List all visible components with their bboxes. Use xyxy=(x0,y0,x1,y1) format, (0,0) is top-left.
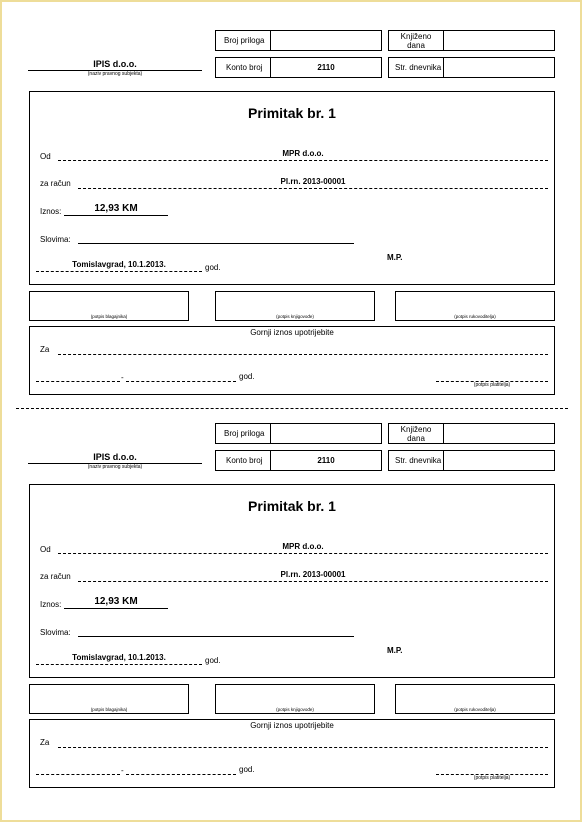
slovima-line xyxy=(78,636,354,637)
konto-value-box xyxy=(270,450,382,471)
dnevnik-label-box xyxy=(388,57,444,78)
slovima-label: Slovima: xyxy=(40,628,71,637)
dnevnik-value-box xyxy=(443,57,555,78)
iznos-line xyxy=(64,608,168,609)
receipt-copy-top xyxy=(0,0,582,400)
date-separator: - xyxy=(121,373,124,382)
za-line xyxy=(58,354,548,355)
date-line-2 xyxy=(126,774,236,775)
racun-value: Pl.rn. 2013-00001 xyxy=(280,570,346,579)
konto-value-box xyxy=(270,57,382,78)
od-value: MPR d.o.o. xyxy=(282,542,324,551)
broj-priloga-value-box xyxy=(270,30,382,51)
racun-value: Pl.rn. 2013-00001 xyxy=(280,177,346,186)
signature-knjigovoda-caption: (potpis knjigovođe) xyxy=(276,707,314,712)
dnevnik-label: Str. dnevnika xyxy=(395,456,442,465)
konto-value: 2110 xyxy=(317,63,335,72)
konto-label: Konto broj xyxy=(226,63,263,72)
usage-title: Gornji iznos upotrijebite xyxy=(250,721,334,730)
usage-title: Gornji iznos upotrijebite xyxy=(250,328,334,337)
receipt-title: Primitak br. 1 xyxy=(248,105,336,121)
signature-blagajnik-caption: (potpis blagajnika) xyxy=(90,314,128,319)
racun-line xyxy=(78,188,548,189)
date-line-1 xyxy=(36,774,120,775)
knjizeno-label-1: Knjiženo xyxy=(400,32,432,41)
signature-knjigovoda-box xyxy=(215,291,375,321)
iznos-label: Iznos: xyxy=(40,207,62,216)
broj-priloga-label: Broj priloga xyxy=(224,429,265,438)
konto-value: 2110 xyxy=(317,456,335,465)
knjizeno-value-box xyxy=(443,423,555,444)
broj-priloga-label-box xyxy=(215,30,271,51)
mp-label: M.P. xyxy=(387,646,403,655)
iznos-label: Iznos: xyxy=(40,600,62,609)
dnevnik-value-box xyxy=(443,450,555,471)
date-line-2 xyxy=(126,381,236,382)
iznos-line xyxy=(64,215,168,216)
usage-box xyxy=(29,326,555,395)
company-name: IPIS d.o.o. xyxy=(93,59,137,69)
knjizeno-label-box xyxy=(388,30,444,51)
slovima-line xyxy=(78,243,354,244)
usage-god-label: god. xyxy=(239,765,255,774)
signature-knjigovoda-caption: (potpis knjigovođe) xyxy=(276,314,314,319)
signature-blagajnik-box xyxy=(29,684,189,714)
date-line-1 xyxy=(36,381,120,382)
broj-priloga-label: Broj priloga xyxy=(224,36,265,45)
racun-label: za račun xyxy=(40,179,71,188)
od-value: MPR d.o.o. xyxy=(282,149,324,158)
receipt-box xyxy=(29,91,555,285)
platitelj-caption: (potpis platitelja) xyxy=(473,775,511,781)
company-caption: (naziv pravnog subjekta) xyxy=(87,71,143,77)
date-separator: - xyxy=(121,766,124,775)
god-label: god. xyxy=(205,263,221,272)
signature-rukovoditelj-caption: (potpis rukovoditelja) xyxy=(454,314,496,319)
dnevnik-label: Str. dnevnika xyxy=(395,63,442,72)
signature-blagajnik-box xyxy=(29,291,189,321)
knjizeno-value-box xyxy=(443,30,555,51)
iznos-value: 12,93 KM xyxy=(94,203,138,214)
za-label: Za xyxy=(40,345,50,354)
knjizeno-label-2: dana xyxy=(407,434,425,443)
konto-label: Konto broj xyxy=(226,456,263,465)
mp-label: M.P. xyxy=(387,253,403,262)
broj-priloga-value-box xyxy=(270,423,382,444)
konto-label-box xyxy=(215,57,271,78)
signature-blagajnik-caption: (potpis blagajnika) xyxy=(90,707,128,712)
place-date: Tomislavgrad, 10.1.2013. xyxy=(72,260,166,269)
dnevnik-label-box xyxy=(388,450,444,471)
signature-rukovoditelj-caption: (potpis rukovoditelja) xyxy=(454,707,496,712)
knjizeno-label-1: Knjiženo xyxy=(400,425,432,434)
receipt-copy-bottom xyxy=(0,393,582,793)
iznos-value: 12,93 KM xyxy=(94,596,138,607)
signature-rukovoditelj-box xyxy=(395,684,555,714)
slovima-label: Slovima: xyxy=(40,235,71,244)
receipt-box xyxy=(29,484,555,678)
company-name: IPIS d.o.o. xyxy=(93,452,137,462)
knjizeno-label-2: dana xyxy=(407,41,425,50)
od-label: Od xyxy=(40,545,51,554)
broj-priloga-label-box xyxy=(215,423,271,444)
place-date-line xyxy=(36,664,202,665)
platitelj-caption: (potpis platitelja) xyxy=(473,382,511,388)
place-date: Tomislavgrad, 10.1.2013. xyxy=(72,653,166,662)
za-line xyxy=(58,747,548,748)
od-label: Od xyxy=(40,152,51,161)
usage-box xyxy=(29,719,555,788)
receipt-title: Primitak br. 1 xyxy=(248,498,336,514)
signature-knjigovoda-box xyxy=(215,684,375,714)
god-label: god. xyxy=(205,656,221,665)
signature-rukovoditelj-box xyxy=(395,291,555,321)
racun-label: za račun xyxy=(40,572,71,581)
company-caption: (naziv pravnog subjekta) xyxy=(87,464,143,470)
usage-god-label: god. xyxy=(239,372,255,381)
konto-label-box xyxy=(215,450,271,471)
knjizeno-label-box xyxy=(388,423,444,444)
place-date-line xyxy=(36,271,202,272)
od-line xyxy=(58,553,548,554)
od-line xyxy=(58,160,548,161)
za-label: Za xyxy=(40,738,50,747)
racun-line xyxy=(78,581,548,582)
